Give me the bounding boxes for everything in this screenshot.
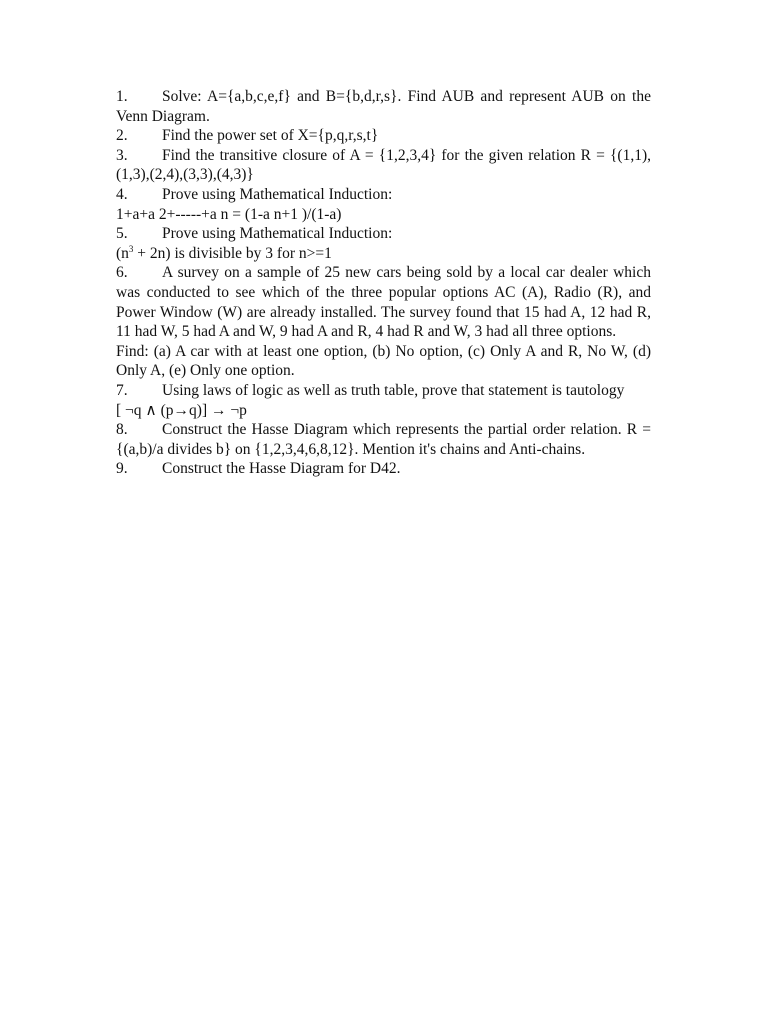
question-number: 4. [116, 185, 128, 203]
question-6-subparts: Find: (a) A car with at least one option, (b) No option, (c) Only A and R, No W, (d) Only A, (e) Only one option. [116, 342, 651, 380]
question-text: Find the power set of X={p,q,r,s,t} [162, 127, 379, 145]
question-number: 8. [116, 421, 128, 439]
question-text: Construct the Hasse Diagram for D42. [162, 460, 401, 478]
formula-prefix: (n [116, 244, 129, 262]
question-text: A survey on a sample of 25 new cars being sold by a local car dealer which was conducted to see which of the three popular options AC (A), Radio (R), and Power Window (W) are already installed. The survey found that 15 had A, 12 had R, 11 had W, 5 had A and W, 9 had A and R, 4 had R and W, 3 had all three options. [116, 264, 651, 341]
question-number: 2. [116, 127, 128, 145]
question-6 [116, 263, 651, 341]
question-number: 3. [116, 146, 128, 164]
formula-exponent: 3 [128, 243, 134, 254]
question-number: 9. [116, 460, 128, 478]
question-text: Construct the Hasse Diagram which represents the partial order relation. R = {(a,b)/a divides b} on {1,2,3,4,6,8,12}. Mention it's chains and Anti-chains. [116, 421, 651, 458]
formula-suffix: + 2n) is divisible by 3 for n>=1 [133, 244, 332, 262]
question-number: 5. [116, 225, 128, 243]
question-9 [116, 459, 651, 479]
question-3 [116, 146, 651, 185]
question-2 [116, 126, 651, 146]
question-number: 7. [116, 381, 128, 399]
question-list [116, 87, 651, 479]
question-text: Solve: A={a,b,c,e,f} and B={b,d,r,s}. Find AUB and represent AUB on the Venn Diagram. [116, 88, 651, 125]
question-text: Using laws of logic as well as truth table, prove that statement is tautology [162, 381, 625, 399]
question-4 [116, 185, 651, 205]
question-4-formula: 1+a+a 2+-----+a n = (1-a n+1 )/(1-a) [116, 205, 342, 223]
question-7 [116, 381, 651, 401]
question-8 [116, 420, 651, 459]
question-text: Find the transitive closure of A = {1,2,3,4} for the given relation R = {(1,1),(1,3),(2,4),(3,3),(4,3)} [116, 146, 651, 184]
question-number: 6. [116, 264, 128, 282]
question-1 [116, 87, 651, 126]
question-5 [116, 224, 651, 244]
question-text: Prove using Mathematical Induction: [162, 185, 393, 203]
question-5-formula [116, 244, 651, 264]
question-number: 1. [116, 88, 128, 105]
question-7-formula: [ ¬q ∧ (p→q)] → ¬p [116, 401, 247, 419]
question-text: Prove using Mathematical Induction: [162, 225, 393, 243]
